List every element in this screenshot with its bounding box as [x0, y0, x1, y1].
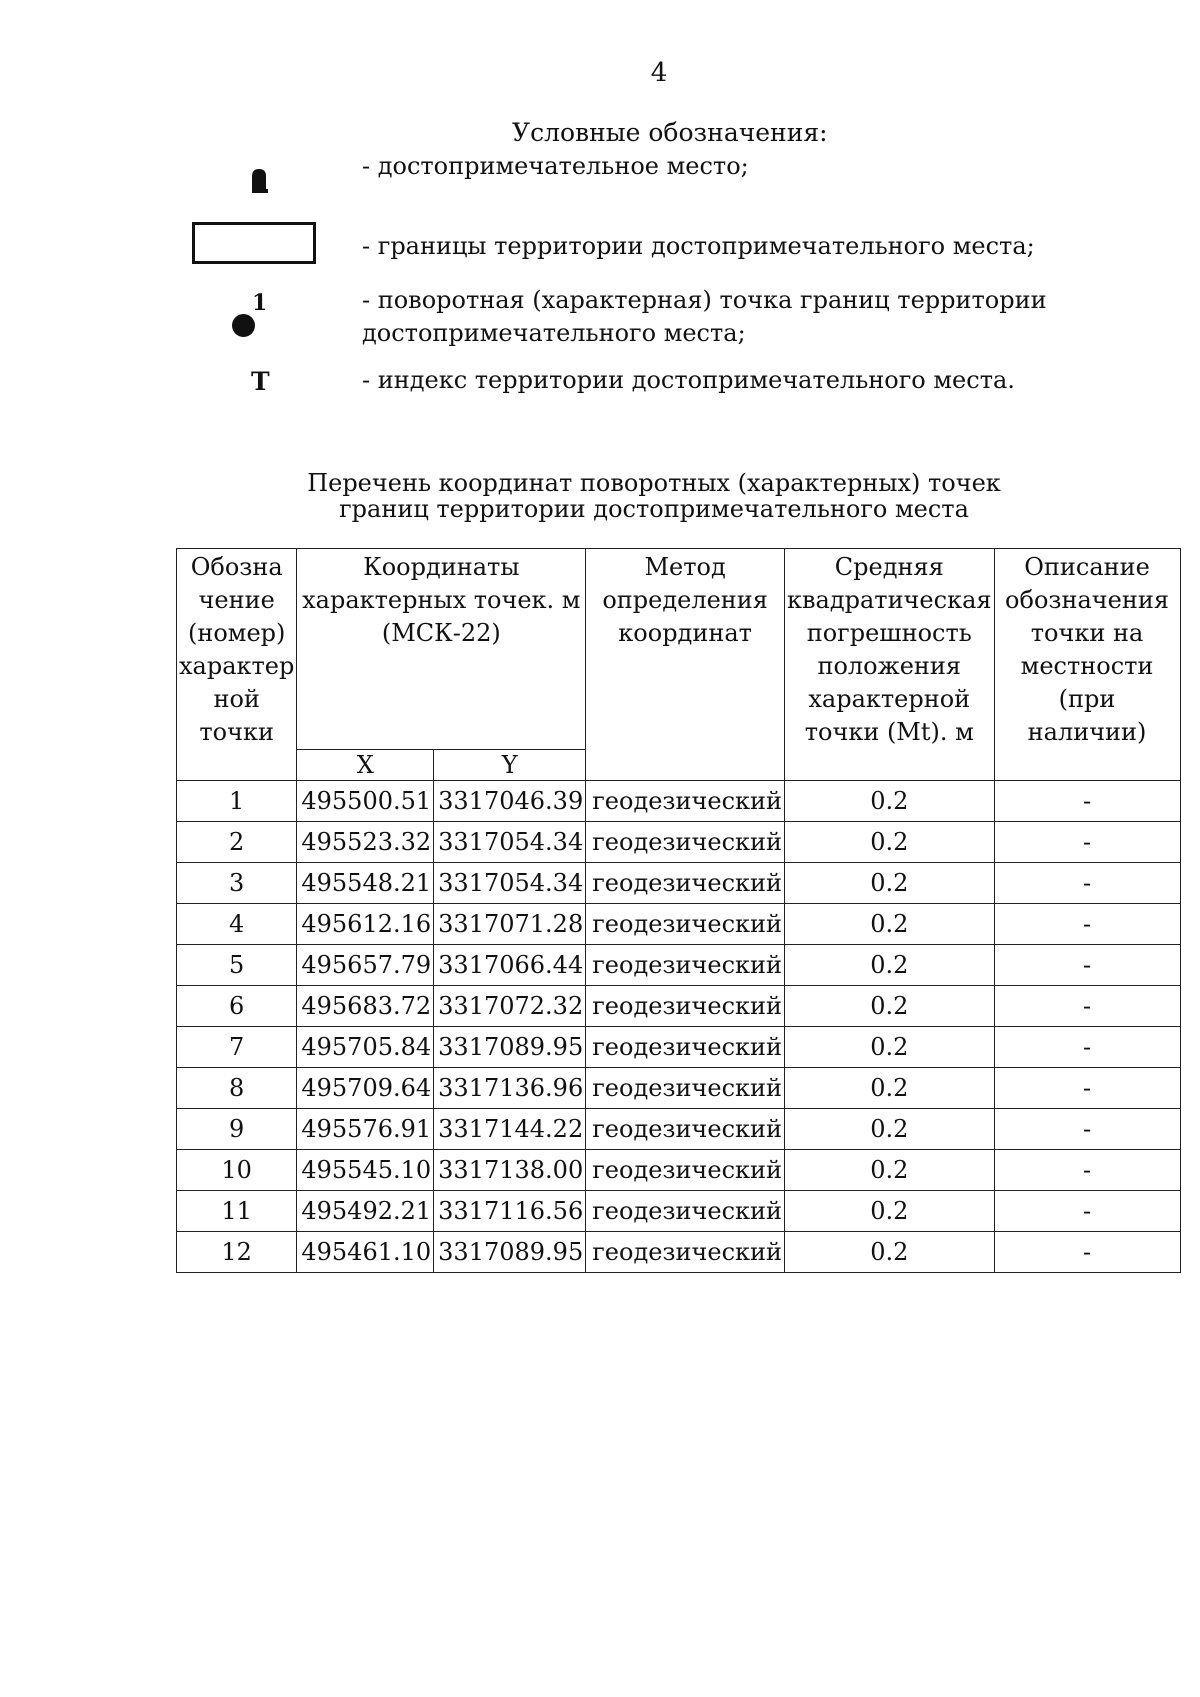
cell-error: 0.2 [785, 1232, 995, 1273]
cell-x: 495576.91 [297, 1109, 434, 1150]
turning-point-icon [232, 290, 272, 342]
cell-description: - [994, 904, 1180, 945]
cell-error: 0.2 [785, 904, 995, 945]
cell-y: 3317144.22 [434, 1109, 586, 1150]
cell-point-number: 6 [177, 986, 297, 1027]
cell-method: геодезический [586, 1109, 785, 1150]
cell-x: 495545.10 [297, 1150, 434, 1191]
cell-description: - [994, 1109, 1180, 1150]
table-row [177, 781, 1181, 822]
cell-description: - [994, 863, 1180, 904]
cell-error: 0.2 [785, 781, 995, 822]
table-row [177, 986, 1181, 1027]
cell-point-number: 12 [177, 1232, 297, 1273]
cell-point-number: 7 [177, 1027, 297, 1068]
territory-index-icon: Т [251, 367, 270, 396]
cell-point-number: 5 [177, 945, 297, 986]
header-x: X [297, 750, 434, 781]
cell-y: 3317138.00 [434, 1150, 586, 1191]
cell-x: 495709.64 [297, 1068, 434, 1109]
table-row [177, 822, 1181, 863]
cell-description: - [994, 1191, 1180, 1232]
cell-y: 3317136.96 [434, 1068, 586, 1109]
cell-x: 495461.10 [297, 1232, 434, 1273]
table-row [177, 945, 1181, 986]
cell-method: геодезический [586, 781, 785, 822]
cell-x: 495705.84 [297, 1027, 434, 1068]
cell-x: 495657.79 [297, 945, 434, 986]
table-row [177, 863, 1181, 904]
cell-description: - [994, 1027, 1180, 1068]
turning-point-number: 1 [252, 290, 268, 316]
cell-y: 3317072.32 [434, 986, 586, 1027]
cell-method: геодезический [586, 904, 785, 945]
cell-point-number: 9 [177, 1109, 297, 1150]
coordinates-table [176, 548, 1181, 1273]
header-method: Метод определения координат [586, 549, 785, 781]
cell-description: - [994, 1232, 1180, 1273]
cell-error: 0.2 [785, 1150, 995, 1191]
cell-point-number: 2 [177, 822, 297, 863]
table-row [177, 1068, 1181, 1109]
cell-error: 0.2 [785, 1027, 995, 1068]
cell-method: геодезический [586, 1232, 785, 1273]
header-y: Y [434, 750, 586, 781]
cell-method: геодезический [586, 1027, 785, 1068]
cell-point-number: 11 [177, 1191, 297, 1232]
header-error: Средняя квадратическая погрешность положения характерной точки (Mt). м [785, 549, 995, 781]
cell-description: - [994, 945, 1180, 986]
cell-point-number: 4 [177, 904, 297, 945]
table-title [0, 470, 1200, 522]
header-designation: Обозна чение (номер) характер ной точки [177, 549, 297, 781]
cell-error: 0.2 [785, 986, 995, 1027]
table-row [177, 1150, 1181, 1191]
cell-method: геодезический [586, 945, 785, 986]
table-row [177, 1232, 1181, 1273]
cell-x: 495548.21 [297, 863, 434, 904]
table-row [177, 1191, 1181, 1232]
cell-x: 495500.51 [297, 781, 434, 822]
territory-border-icon [192, 222, 316, 264]
cell-y: 3317089.95 [434, 1027, 586, 1068]
turning-point-dot [232, 314, 255, 337]
header-coordinates: Координаты характерных точек. м (МСК-22) [297, 549, 586, 750]
table-title-line1: Перечень координат поворотных (характерных) точек [307, 469, 1001, 497]
legend-title: Условные обозначения: [512, 118, 828, 147]
table-row [177, 1027, 1181, 1068]
cell-error: 0.2 [785, 945, 995, 986]
page-number: 4 [650, 58, 668, 88]
landmark-icon [250, 167, 268, 193]
cell-y: 3317046.39 [434, 781, 586, 822]
table-row [177, 1109, 1181, 1150]
table-row [177, 904, 1181, 945]
cell-y: 3317089.95 [434, 1232, 586, 1273]
cell-description: - [994, 1068, 1180, 1109]
cell-x: 495683.72 [297, 986, 434, 1027]
cell-y: 3317066.44 [434, 945, 586, 986]
cell-y: 3317054.34 [434, 822, 586, 863]
cell-method: геодезический [586, 863, 785, 904]
cell-method: геодезический [586, 1068, 785, 1109]
cell-description: - [994, 986, 1180, 1027]
header-description: Описание обозначения точки на местности (при наличии) [994, 549, 1180, 781]
cell-point-number: 3 [177, 863, 297, 904]
cell-description: - [994, 822, 1180, 863]
cell-error: 0.2 [785, 822, 995, 863]
cell-x: 495612.16 [297, 904, 434, 945]
legend-text-landmark: - достопримечательное место; [362, 152, 749, 180]
cell-y: 3317116.56 [434, 1191, 586, 1232]
cell-error: 0.2 [785, 1191, 995, 1232]
legend-text-turning-point: - поворотная (характерная) точка границ территории достопримечательного места; [362, 286, 1047, 347]
cell-point-number: 1 [177, 781, 297, 822]
legend-text-index: - индекс территории достопримечательного места. [362, 366, 1015, 394]
cell-x: 495523.32 [297, 822, 434, 863]
cell-method: геодезический [586, 822, 785, 863]
cell-y: 3317071.28 [434, 904, 586, 945]
cell-x: 495492.21 [297, 1191, 434, 1232]
cell-y: 3317054.34 [434, 863, 586, 904]
cell-description: - [994, 1150, 1180, 1191]
cell-method: геодезический [586, 1150, 785, 1191]
cell-point-number: 8 [177, 1068, 297, 1109]
cell-description: - [994, 781, 1180, 822]
cell-method: геодезический [586, 1191, 785, 1232]
table-title-line2: границ территории достопримечательного места [339, 495, 969, 523]
cell-error: 0.2 [785, 863, 995, 904]
cell-error: 0.2 [785, 1068, 995, 1109]
cell-error: 0.2 [785, 1109, 995, 1150]
legend-text-border: - границы территории достопримечательного места; [362, 232, 1035, 260]
cell-point-number: 10 [177, 1150, 297, 1191]
cell-method: геодезический [586, 986, 785, 1027]
